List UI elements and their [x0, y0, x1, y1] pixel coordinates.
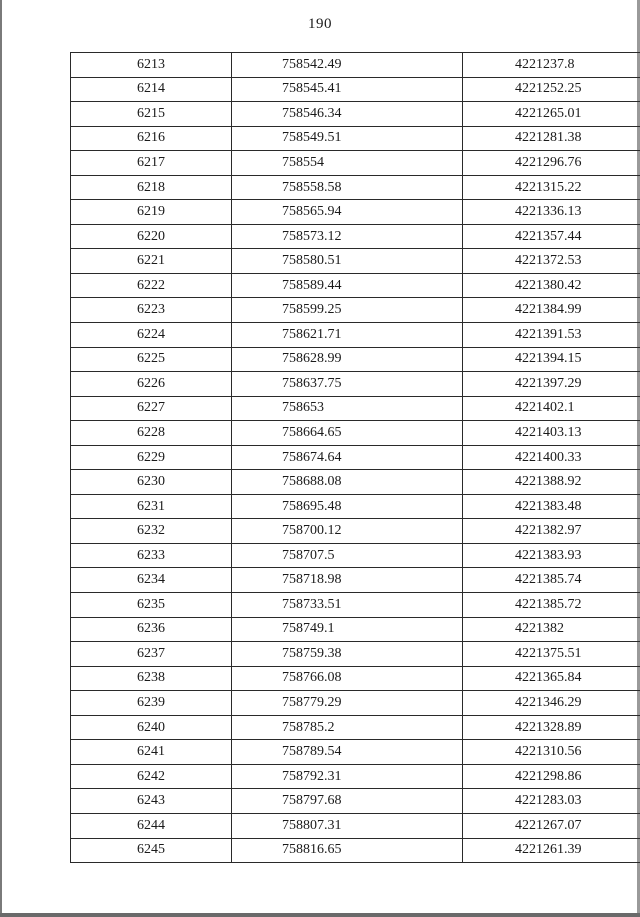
x-coordinate-cell: 758554 [232, 151, 463, 176]
table-row [71, 126, 640, 151]
table-row [71, 151, 640, 176]
y-coordinate-cell: 4221296.76 [463, 151, 640, 176]
x-coordinate-cell: 758599.25 [232, 298, 463, 323]
x-coordinate-cell: 758695.48 [232, 494, 463, 519]
table-row [71, 445, 640, 470]
x-coordinate-cell: 758700.12 [232, 519, 463, 544]
x-coordinate-cell: 758653 [232, 396, 463, 421]
x-coordinate-cell: 758789.54 [232, 740, 463, 765]
point-id-cell: 6242 [71, 764, 232, 789]
table-row [71, 298, 640, 323]
y-coordinate-cell: 4221385.74 [463, 568, 640, 593]
coordinate-table-body [71, 53, 640, 863]
point-id-cell: 6238 [71, 666, 232, 691]
y-coordinate-cell: 4221384.99 [463, 298, 640, 323]
x-coordinate-cell: 758733.51 [232, 593, 463, 618]
table-row [71, 691, 640, 716]
point-id-cell: 6214 [71, 77, 232, 102]
y-coordinate-cell: 4221252.25 [463, 77, 640, 102]
table-row [71, 568, 640, 593]
y-coordinate-cell: 4221357.44 [463, 224, 640, 249]
y-coordinate-cell: 4221281.38 [463, 126, 640, 151]
x-coordinate-cell: 758558.58 [232, 175, 463, 200]
point-id-cell: 6239 [71, 691, 232, 716]
table-row [71, 224, 640, 249]
point-id-cell: 6236 [71, 617, 232, 642]
x-coordinate-cell: 758542.49 [232, 53, 463, 78]
point-id-cell: 6231 [71, 494, 232, 519]
x-coordinate-cell: 758779.29 [232, 691, 463, 716]
coordinate-table [70, 52, 640, 863]
x-coordinate-cell: 758664.65 [232, 421, 463, 446]
point-id-cell: 6234 [71, 568, 232, 593]
point-id-cell: 6230 [71, 470, 232, 495]
point-id-cell: 6240 [71, 715, 232, 740]
point-id-cell: 6219 [71, 200, 232, 225]
y-coordinate-cell: 4221336.13 [463, 200, 640, 225]
y-coordinate-cell: 4221394.15 [463, 347, 640, 372]
table-row [71, 494, 640, 519]
point-id-cell: 6221 [71, 249, 232, 274]
table-row [71, 642, 640, 667]
x-coordinate-cell: 758766.08 [232, 666, 463, 691]
x-coordinate-cell: 758674.64 [232, 445, 463, 470]
y-coordinate-cell: 4221391.53 [463, 323, 640, 348]
y-coordinate-cell: 4221382.97 [463, 519, 640, 544]
table-row [71, 200, 640, 225]
y-coordinate-cell: 4221310.56 [463, 740, 640, 765]
x-coordinate-cell: 758580.51 [232, 249, 463, 274]
x-coordinate-cell: 758688.08 [232, 470, 463, 495]
table-row [71, 593, 640, 618]
point-id-cell: 6213 [71, 53, 232, 78]
table-row [71, 273, 640, 298]
table-row [71, 175, 640, 200]
point-id-cell: 6216 [71, 126, 232, 151]
table-row [71, 543, 640, 568]
table-row [71, 764, 640, 789]
table-row [71, 813, 640, 838]
point-id-cell: 6215 [71, 102, 232, 127]
table-row [71, 519, 640, 544]
table-row [71, 666, 640, 691]
table-row [71, 715, 640, 740]
point-id-cell: 6233 [71, 543, 232, 568]
point-id-cell: 6223 [71, 298, 232, 323]
x-coordinate-cell: 758707.5 [232, 543, 463, 568]
x-coordinate-cell: 758565.94 [232, 200, 463, 225]
table-row [71, 77, 640, 102]
y-coordinate-cell: 4221298.86 [463, 764, 640, 789]
point-id-cell: 6217 [71, 151, 232, 176]
y-coordinate-cell: 4221372.53 [463, 249, 640, 274]
y-coordinate-cell: 4221402.1 [463, 396, 640, 421]
y-coordinate-cell: 4221328.89 [463, 715, 640, 740]
table-row [71, 838, 640, 863]
page-number: 190 [308, 16, 332, 32]
x-coordinate-cell: 758546.34 [232, 102, 463, 127]
y-coordinate-cell: 4221365.84 [463, 666, 640, 691]
table-row [71, 396, 640, 421]
y-coordinate-cell: 4221375.51 [463, 642, 640, 667]
y-coordinate-cell: 4221383.93 [463, 543, 640, 568]
point-id-cell: 6220 [71, 224, 232, 249]
y-coordinate-cell: 4221315.22 [463, 175, 640, 200]
point-id-cell: 6235 [71, 593, 232, 618]
x-coordinate-cell: 758759.38 [232, 642, 463, 667]
x-coordinate-cell: 758589.44 [232, 273, 463, 298]
x-coordinate-cell: 758573.12 [232, 224, 463, 249]
point-id-cell: 6229 [71, 445, 232, 470]
y-coordinate-cell: 4221397.29 [463, 372, 640, 397]
y-coordinate-cell: 4221265.01 [463, 102, 640, 127]
point-id-cell: 6237 [71, 642, 232, 667]
y-coordinate-cell: 4221380.42 [463, 273, 640, 298]
x-coordinate-cell: 758807.31 [232, 813, 463, 838]
x-coordinate-cell: 758749.1 [232, 617, 463, 642]
table-row [71, 249, 640, 274]
scan-edge-bottom [0, 913, 640, 917]
y-coordinate-cell: 4221346.29 [463, 691, 640, 716]
table-row [71, 470, 640, 495]
point-id-cell: 6228 [71, 421, 232, 446]
table-row [71, 421, 640, 446]
y-coordinate-cell: 4221400.33 [463, 445, 640, 470]
x-coordinate-cell: 758792.31 [232, 764, 463, 789]
x-coordinate-cell: 758785.2 [232, 715, 463, 740]
point-id-cell: 6222 [71, 273, 232, 298]
point-id-cell: 6218 [71, 175, 232, 200]
point-id-cell: 6241 [71, 740, 232, 765]
table-row [71, 740, 640, 765]
table-row [71, 347, 640, 372]
point-id-cell: 6244 [71, 813, 232, 838]
y-coordinate-cell: 4221267.07 [463, 813, 640, 838]
x-coordinate-cell: 758637.75 [232, 372, 463, 397]
x-coordinate-cell: 758816.65 [232, 838, 463, 863]
y-coordinate-cell: 4221382 [463, 617, 640, 642]
x-coordinate-cell: 758545.41 [232, 77, 463, 102]
point-id-cell: 6232 [71, 519, 232, 544]
table-row [71, 102, 640, 127]
table-row [71, 53, 640, 78]
y-coordinate-cell: 4221383.48 [463, 494, 640, 519]
point-id-cell: 6225 [71, 347, 232, 372]
x-coordinate-cell: 758718.98 [232, 568, 463, 593]
x-coordinate-cell: 758549.51 [232, 126, 463, 151]
table-row [71, 789, 640, 814]
x-coordinate-cell: 758797.68 [232, 789, 463, 814]
x-coordinate-cell: 758628.99 [232, 347, 463, 372]
point-id-cell: 6227 [71, 396, 232, 421]
point-id-cell: 6226 [71, 372, 232, 397]
y-coordinate-cell: 4221237.8 [463, 53, 640, 78]
point-id-cell: 6224 [71, 323, 232, 348]
x-coordinate-cell: 758621.71 [232, 323, 463, 348]
scan-edge-left [0, 0, 2, 917]
y-coordinate-cell: 4221261.39 [463, 838, 640, 863]
point-id-cell: 6243 [71, 789, 232, 814]
point-id-cell: 6245 [71, 838, 232, 863]
table-row [71, 323, 640, 348]
y-coordinate-cell: 4221283.03 [463, 789, 640, 814]
y-coordinate-cell: 4221388.92 [463, 470, 640, 495]
y-coordinate-cell: 4221403.13 [463, 421, 640, 446]
table-row [71, 372, 640, 397]
y-coordinate-cell: 4221385.72 [463, 593, 640, 618]
table-row [71, 617, 640, 642]
